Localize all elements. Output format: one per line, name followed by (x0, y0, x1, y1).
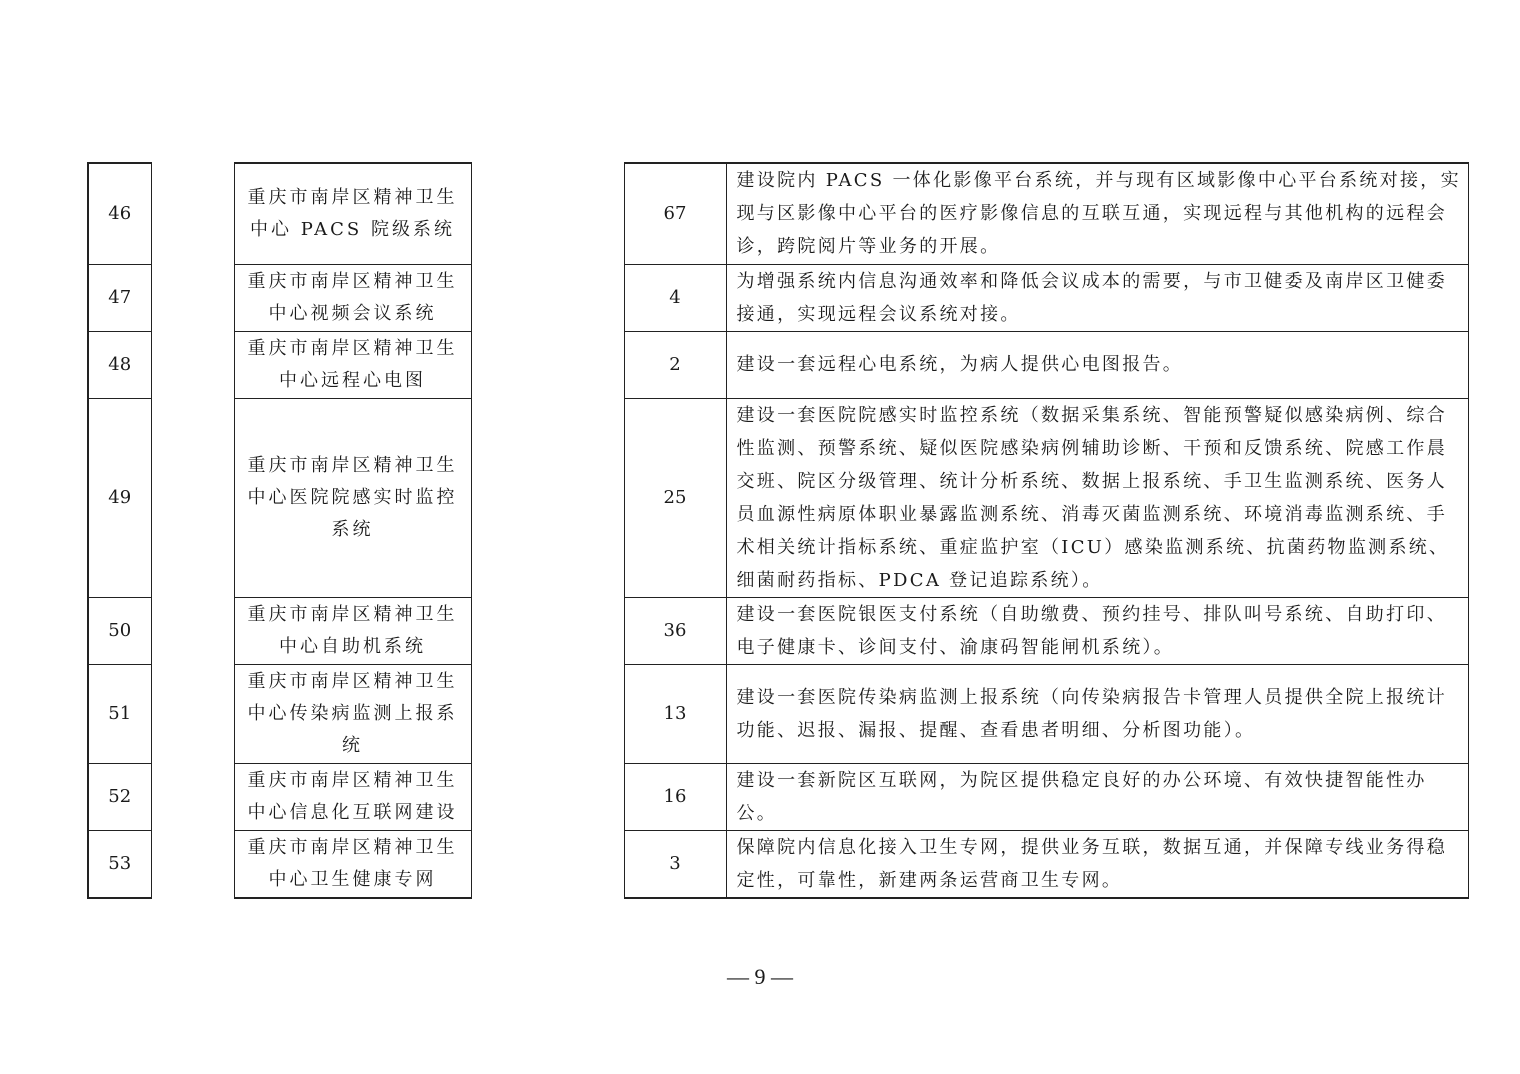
page-number: — 9 — (727, 964, 793, 989)
amount: 3 (624, 830, 726, 898)
amount: 16 (624, 763, 726, 830)
row-number: 47 (88, 264, 151, 331)
project-name: 重庆市南岸区精神卫生中心传染病监测上报系统 (234, 664, 471, 763)
project-name: 重庆市南岸区精神卫生中心医院院感实时监控系统 (234, 398, 471, 597)
project-name: 重庆市南岸区精神卫生中心信息化互联网建设 (234, 763, 471, 830)
project-description: 建设一套远程心电系统，为病人提供心电图报告。 (726, 331, 1468, 398)
row-number: 48 (88, 331, 151, 398)
project-description: 为增强系统内信息沟通效率和降低会议成本的需要，与市卫健委及南岸区卫健委接通，实现远程会议系统对接。 (726, 264, 1468, 331)
row-number: 52 (88, 763, 151, 830)
blank-column-cell (151, 163, 234, 898)
table-row (88, 664, 1468, 763)
amount: 13 (624, 664, 726, 763)
row-number: 46 (88, 163, 151, 264)
project-description: 建设院内 PACS 一体化影像平台系统，并与现有区域影像中心平台系统对接，实现与区影像中心平台的医疗影像信息的互联互通，实现远程与其他机构的远程会诊，跨院阅片等业务的开展。 (726, 163, 1468, 264)
project-description: 建设一套医院银医支付系统（自助缴费、预约挂号、排队叫号系统、自助打印、电子健康卡、诊间支付、渝康码智能闸机系统）。 (726, 597, 1468, 664)
project-name: 重庆市南岸区精神卫生中心 PACS 院级系统 (234, 163, 471, 264)
amount: 36 (624, 597, 726, 664)
table-row (88, 830, 1468, 898)
table-row (88, 763, 1468, 830)
project-description: 保障院内信息化接入卫生专网，提供业务互联，数据互通，并保障专线业务得稳定性，可靠性，新建两条运营商卫生专网。 (726, 830, 1468, 898)
amount: 2 (624, 331, 726, 398)
row-number: 53 (88, 830, 151, 898)
amount: 25 (624, 398, 726, 597)
row-number: 51 (88, 664, 151, 763)
project-description: 建设一套医院传染病监测上报系统（向传染病报告卡管理人员提供全院上报统计功能、迟报、漏报、提醒、查看患者明细、分析图功能）。 (726, 664, 1468, 763)
project-description: 建设一套新院区互联网，为院区提供稳定良好的办公环境、有效快捷智能性办公。 (726, 763, 1468, 830)
row-number: 50 (88, 597, 151, 664)
blank-column-cell (471, 163, 624, 898)
amount: 4 (624, 264, 726, 331)
row-number: 49 (88, 398, 151, 597)
table-row (88, 264, 1468, 331)
amount: 67 (624, 163, 726, 264)
table-row (88, 331, 1468, 398)
project-description: 建设一套医院院感实时监控系统（数据采集系统、智能预警疑似感染病例、综合性监测、预警系统、疑似医院感染病例辅助诊断、干预和反馈系统、院感工作晨交班、院区分级管理、统计分析系统、数据上报系统、手卫生监测系统、医务人员血源性病原体职业暴露监测系统、消毒灭菌监测系统、环境消毒监测系统、手术相关统计指标系统、重症监护室（ICU）感染监测系统、抗菌药物监测系统、细菌耐药指标、PDCA 登记追踪系统）。 (726, 398, 1468, 597)
table-row (88, 163, 1468, 264)
project-name: 重庆市南岸区精神卫生中心视频会议系统 (234, 264, 471, 331)
project-name: 重庆市南岸区精神卫生中心卫生健康专网 (234, 830, 471, 898)
project-name: 重庆市南岸区精神卫生中心自助机系统 (234, 597, 471, 664)
table-row (88, 398, 1468, 597)
project-name: 重庆市南岸区精神卫生中心远程心电图 (234, 331, 471, 398)
projects-table (87, 162, 1469, 899)
table-row (88, 597, 1468, 664)
